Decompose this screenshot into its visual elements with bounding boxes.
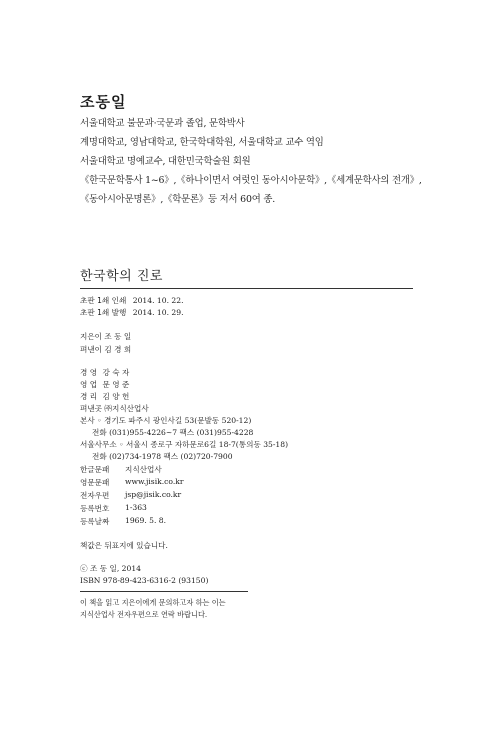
staff-line <box>80 379 129 390</box>
printing-date: 2014. 10. 22. <box>132 296 184 305</box>
notice-line: 지식산업사 전자우편으로 연락 바랍니다. <box>80 610 208 619</box>
printing-label: 초판 1쇄 인쇄 <box>80 296 127 305</box>
author-name: 조동일 <box>80 93 127 111</box>
info-row <box>80 464 162 475</box>
staff-line <box>80 391 129 402</box>
info-value: jsp@jisik.co.kr <box>125 490 182 499</box>
isbn-line: ISBN 978-89-423-6316-2 (93150) <box>80 576 209 585</box>
notice-divider <box>80 591 248 592</box>
head-office-address: 본사 ◦ 경기도 파주시 광인사길 53(문발동 520-12) <box>80 416 252 425</box>
info-row <box>80 477 184 488</box>
author-bio-line: 서울대학교 불문과·국문과 졸업, 문학박사 <box>80 118 245 129</box>
price-note: 책값은 뒤표지에 있습니다. <box>80 541 168 550</box>
staff-name: 김 양 헌 <box>102 392 130 401</box>
info-label: 전자우편 <box>80 491 110 500</box>
seoul-office-address: 서울사무소 ◦ 서울시 종로구 자하문로6길 18-7(통의동 35-18) <box>80 440 289 449</box>
staff-line <box>80 367 129 378</box>
copyright-line: ⓒ 조 동 일, 2014 <box>80 564 141 573</box>
printing-label: 초판 1쇄 발행 <box>80 308 127 317</box>
info-value: 1-363 <box>125 503 147 512</box>
printing-line <box>80 307 184 318</box>
staff-name: 문 영 준 <box>102 380 130 389</box>
info-value: 1969. 5. 8. <box>125 516 167 525</box>
staff-role: 경 영 <box>80 368 98 377</box>
staff-role: 경 리 <box>80 392 98 401</box>
staff-role: 영 업 <box>80 380 98 389</box>
title-divider <box>80 288 413 289</box>
info-value: www.jisik.co.kr <box>125 477 184 486</box>
printing-date: 2014. 10. 29. <box>132 308 184 317</box>
info-value: 지식산업사 <box>125 465 162 474</box>
book-title: 한국학의 진로 <box>80 269 163 284</box>
head-office-phone: 전화 (031)955-4226~7 팩스 (031)955-4228 <box>92 428 254 437</box>
author-bio-line: 《한국문학통사 1~6》,《하나이면서 여럿인 동아시아문학》,《세계문학사의 전개》, <box>80 175 422 186</box>
info-row <box>80 516 167 527</box>
publisher-credit: 펴낸이 김 경 희 <box>80 345 132 354</box>
author-bio-line: 《동아시아문명론》,《학문론》등 저서 60여 종. <box>80 194 275 205</box>
info-label: 한글문패 <box>80 465 110 474</box>
staff-name: 강 숙 자 <box>102 368 130 377</box>
seoul-office-phone: 전화 (02)734-1978 팩스 (02)720-7900 <box>92 452 233 461</box>
publisher-name: 펴낸곳 ㈜지식산업사 <box>80 404 149 413</box>
info-label: 등록번호 <box>80 504 110 513</box>
printing-line <box>80 295 184 306</box>
info-row <box>80 490 182 501</box>
info-label: 등록날짜 <box>80 517 110 526</box>
author-credit: 지은이 조 동 일 <box>80 332 132 341</box>
author-bio-line: 계명대학교, 영남대학교, 한국학대학원, 서울대학교 교수 역임 <box>80 137 324 148</box>
info-row <box>80 503 147 514</box>
notice-line: 이 책을 읽고 지은이에게 문의하고자 하는 이는 <box>80 598 226 607</box>
info-label: 영문문패 <box>80 478 110 487</box>
author-bio-line: 서울대학교 명예교수, 대한민국학술원 회원 <box>80 156 251 167</box>
